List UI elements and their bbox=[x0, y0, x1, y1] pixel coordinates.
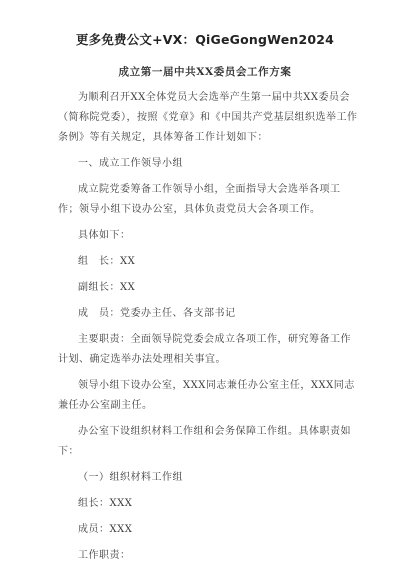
member-line: 组长：XXX bbox=[78, 498, 133, 509]
body-paragraph: 主要职责：全面领导院党委会成立各项工作，研究筹备工作计划、确定选举办法处理相关事宜。 bbox=[58, 334, 351, 365]
document-body bbox=[58, 88, 358, 572]
promo-banner: 更多免费公文+VX：QiGeGongWen2024 bbox=[75, 32, 335, 47]
member-line: 组 长：XX bbox=[78, 256, 136, 267]
body-paragraph: 办公室下设组织材料工作组和会务保障工作组。具体职责如下： bbox=[58, 426, 351, 457]
intro-paragraph: 为顺利召开XX全体党员大会选举产生第一届中共XX委员会（简称院党委），按照《党章》和《中国共产党基层组织选举工作条例》等有关规定，具体筹备工作计划如下： bbox=[58, 92, 358, 143]
body-paragraph: 成立院党委筹备工作领导小组，全面指导大会选举各项工作；领导小组下设办公室，具体负责党员大会各项工作。 bbox=[58, 184, 341, 215]
section-heading: 一、成立工作领导小组 bbox=[78, 158, 183, 169]
member-line: 成 员：党委办主任、各支部书记 bbox=[78, 308, 236, 319]
member-line: 成员：XXX bbox=[78, 524, 133, 535]
member-line: 副组长：XX bbox=[78, 282, 136, 293]
body-paragraph: 领导小组下设办公室，XXX同志兼任办公室主任，XXX同志兼任办公室副主任。 bbox=[58, 380, 355, 411]
body-paragraph: 具体如下： bbox=[78, 230, 131, 241]
subsection-heading: （一）组织材料工作组 bbox=[78, 472, 183, 483]
document-title: 成立第一届中共XX委员会工作方案 bbox=[118, 66, 292, 78]
body-paragraph: 工作职责： bbox=[78, 550, 131, 561]
